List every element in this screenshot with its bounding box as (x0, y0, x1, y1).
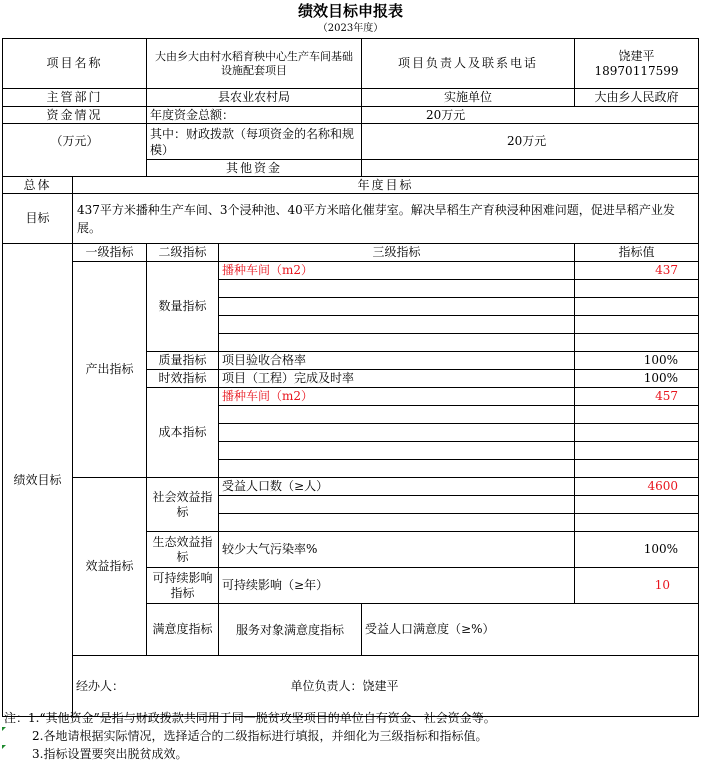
fund-label: 资金情况 (3, 107, 147, 124)
row-footer (3, 656, 699, 717)
perf-target-label: 绩效目标 (3, 244, 73, 717)
time-item: 项目（工程）完成及时率 (219, 370, 575, 388)
time-indicator-label: 时效指标 (147, 370, 219, 388)
form-title: 绩效目标申报表 (297, 2, 403, 20)
overall-label: 总体 (3, 177, 73, 194)
corner-mark-icon (2, 727, 6, 731)
fund-unit: （万元） (3, 124, 147, 177)
fund-fiscal-value: 20万元 (362, 124, 699, 160)
impl-value: 大由乡人民政府 (575, 89, 699, 107)
cost-item: 播种车间（m2） (219, 388, 575, 406)
goal-text: 437平方米播种生产车间、3个浸种池、40平方米暗化催芽室。解决旱稻生产育秧浸种困难问题，促进旱稻产业发展。 (73, 194, 699, 244)
service-indicator-label: 服务对象满意度指标 (219, 604, 362, 656)
satisfaction-indicator-label: 满意度指标 (147, 604, 219, 656)
col-level3: 三级指标 (219, 244, 575, 262)
output-indicator-label: 产出指标 (73, 262, 147, 478)
social-value: 4600 (575, 478, 699, 496)
note-3: 3.指标设置要突出脱贫成效。 (32, 747, 188, 761)
col-level2: 二级指标 (147, 244, 219, 262)
project-name-label: 项目名称 (3, 39, 147, 89)
social-indicator-label: 社会效益指标 (147, 478, 219, 532)
corner-mark-icon (2, 745, 6, 749)
row-project (3, 39, 699, 89)
form-year: （2023年度） (317, 23, 384, 34)
dept-label: 主管部门 (3, 89, 147, 107)
cost-indicator-label: 成本指标 (147, 388, 219, 478)
fund-fiscal-label: 其中：财政拨款（每项资金的名称和规模） (147, 124, 362, 160)
service-item: 受益人口满意度（≥%） (362, 604, 699, 656)
col-level1: 一级指标 (73, 244, 147, 262)
contact-label: 项目负责人及联系电话 (362, 39, 575, 89)
quality-indicator-label: 质量指标 (147, 352, 219, 370)
table-row (3, 262, 699, 280)
benefit-indicator-label: 效益指标 (73, 478, 147, 656)
handler-label: 经办人： (73, 656, 219, 717)
sustain-indicator-label: 可持续影响指标 (147, 568, 219, 604)
fund-other-value (362, 160, 699, 177)
note-2: 2.各地请根据实际情况，选择适合的二级指标进行填报，并细化为三级指标和指标值。 (32, 729, 488, 743)
contact-value: 饶建平18970117599 (575, 39, 699, 89)
quality-value: 100% (575, 352, 699, 370)
project-name-value: 大由乡大由村水稻育秧中心生产车间基础设施配套项目 (147, 39, 362, 89)
goal-label: 目标 (3, 194, 73, 244)
table-row (3, 478, 699, 496)
unit-head (219, 656, 699, 717)
col-value: 指标值 (575, 244, 699, 262)
social-item: 受益人口数（≥人） (219, 478, 575, 496)
cost-value: 457 (575, 388, 699, 406)
fund-total-value: 20万元 (362, 107, 699, 124)
row-fund-total (3, 107, 699, 124)
row-department (3, 89, 699, 107)
note-1: 注：1.“其他资金”是指与财政拨款共同用于同一脱贫攻坚项目的单位自有资金、社会资金等。 (4, 711, 496, 725)
eco-value: 100% (575, 532, 699, 568)
row-goal (3, 194, 699, 244)
dept-value: 县农业农村局 (147, 89, 362, 107)
performance-target-table (2, 38, 699, 717)
unit-head-label: 单位负责人：饶建平 (290, 678, 399, 693)
eco-item: 较少大气污染率% (219, 532, 575, 568)
fund-other-label: 其他资金 (147, 160, 362, 177)
time-value: 100% (575, 370, 699, 388)
fund-total-label: 年度资金总额： (147, 107, 362, 124)
quantity-item: 播种车间（m2） (219, 262, 575, 280)
sustain-value: 10 (575, 568, 699, 604)
notes (4, 709, 698, 763)
impl-label: 实施单位 (362, 89, 575, 107)
quantity-indicator-label: 数量指标 (147, 262, 219, 352)
quality-item: 项目验收合格率 (219, 352, 575, 370)
row-goal-header (3, 177, 699, 194)
annual-goal-label: 年度目标 (73, 177, 699, 194)
quantity-value: 437 (575, 262, 699, 280)
row-indicator-header (3, 244, 699, 262)
eco-indicator-label: 生态效益指标 (147, 532, 219, 568)
sustain-item: 可持续影响（≥年） (219, 568, 575, 604)
row-fund-fiscal (3, 124, 699, 160)
